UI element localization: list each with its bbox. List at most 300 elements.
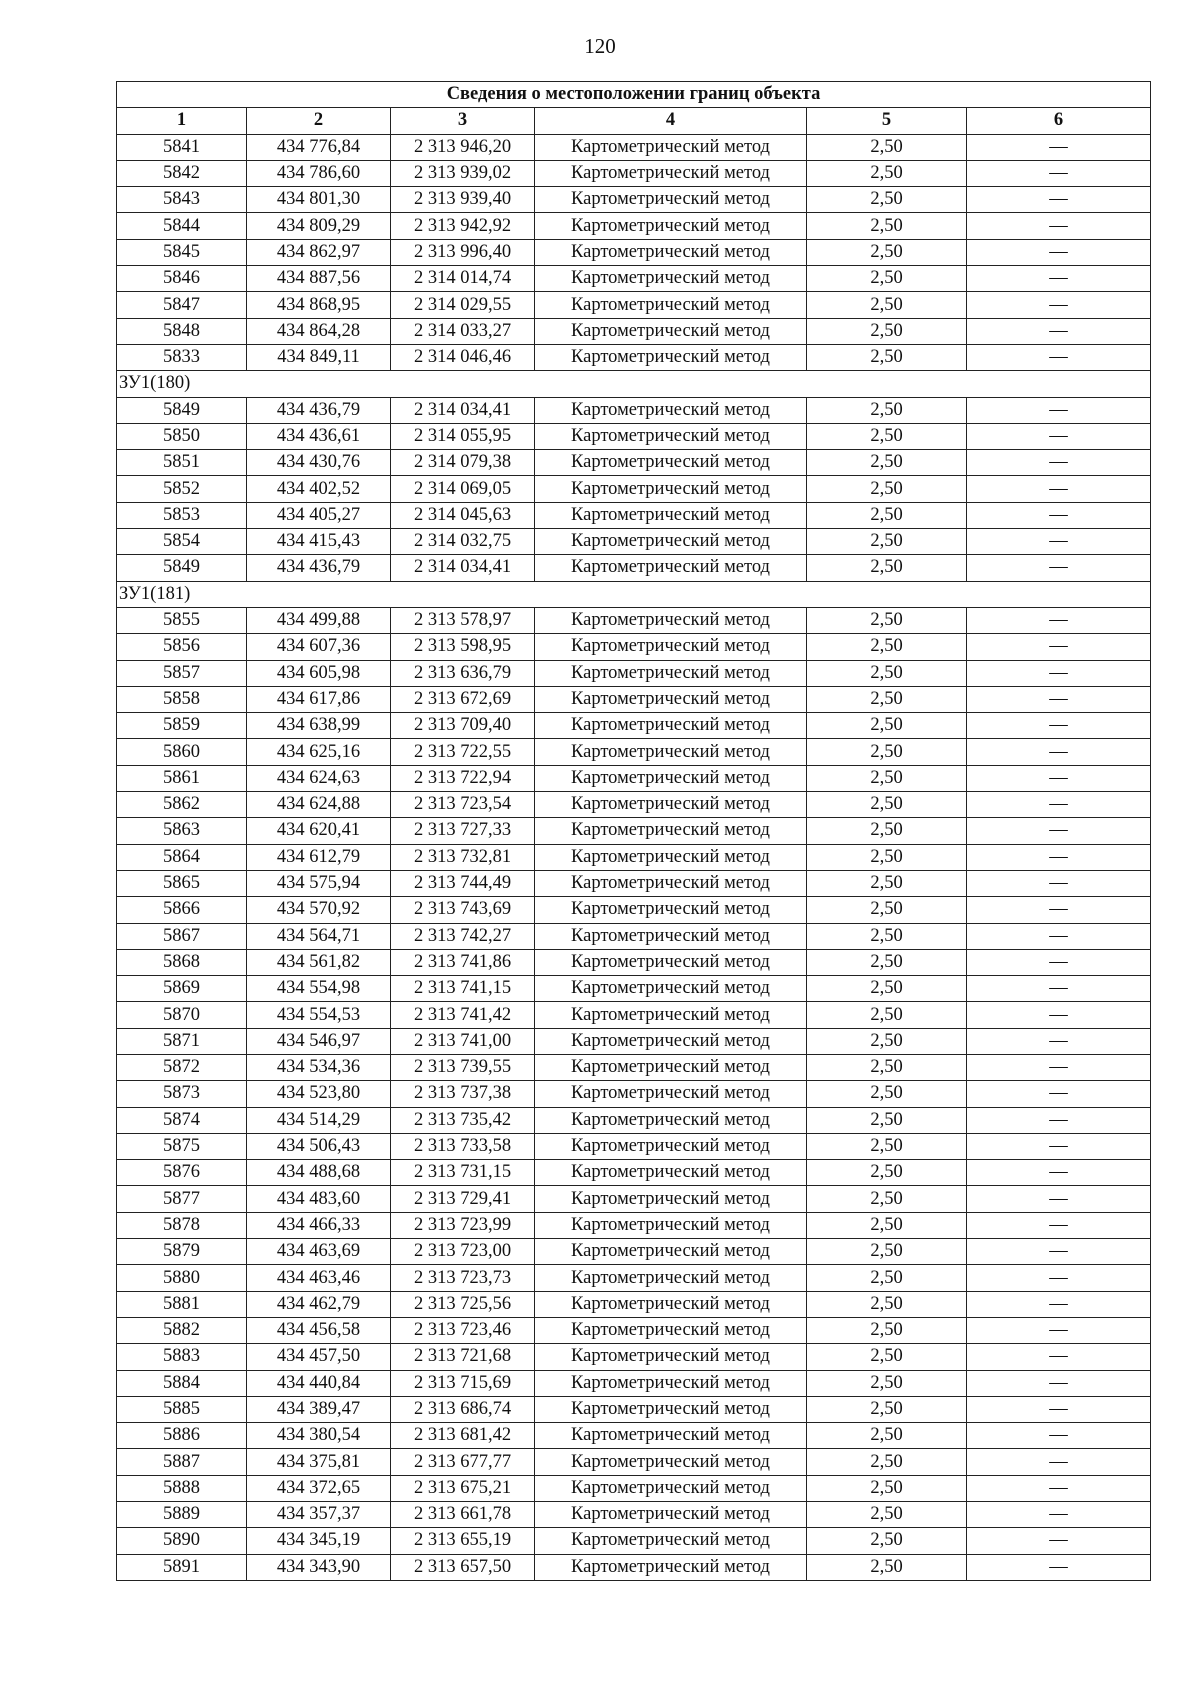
accuracy-cell: 2,50 <box>807 765 967 791</box>
accuracy-cell: 2,50 <box>807 923 967 949</box>
description-cell: — <box>967 634 1151 660</box>
point-number-cell: 5858 <box>117 686 247 712</box>
table-row <box>117 923 1151 949</box>
description-cell: — <box>967 1370 1151 1396</box>
point-number-cell: 5841 <box>117 134 247 160</box>
description-cell: — <box>967 502 1151 528</box>
description-cell: — <box>967 187 1151 213</box>
description-cell: — <box>967 976 1151 1002</box>
y-coordinate-cell: 2 314 014,74 <box>391 266 535 292</box>
method-cell: Картометрический метод <box>535 213 807 239</box>
point-number-cell: 5848 <box>117 318 247 344</box>
accuracy-cell: 2,50 <box>807 660 967 686</box>
table-row <box>117 1528 1151 1554</box>
method-cell: Картометрический метод <box>535 1423 807 1449</box>
x-coordinate-cell: 434 523,80 <box>247 1081 391 1107</box>
table-row <box>117 1370 1151 1396</box>
description-cell: — <box>967 555 1151 581</box>
point-number-cell: 5854 <box>117 529 247 555</box>
table-row <box>117 1396 1151 1422</box>
description-cell: — <box>967 1502 1151 1528</box>
group-row <box>117 371 1151 397</box>
accuracy-cell: 2,50 <box>807 949 967 975</box>
table-row <box>117 318 1151 344</box>
boundary-coordinates-table <box>116 81 1151 1581</box>
x-coordinate-cell: 434 546,97 <box>247 1028 391 1054</box>
y-coordinate-cell: 2 314 079,38 <box>391 450 535 476</box>
table-row <box>117 1344 1151 1370</box>
y-coordinate-cell: 2 313 723,54 <box>391 792 535 818</box>
point-number-cell: 5881 <box>117 1291 247 1317</box>
table-row <box>117 1133 1151 1159</box>
y-coordinate-cell: 2 313 578,97 <box>391 607 535 633</box>
method-cell: Картометрический метод <box>535 897 807 923</box>
table-row <box>117 1475 1151 1501</box>
group-label: ЗУ1(181) <box>117 581 1151 607</box>
x-coordinate-cell: 434 776,84 <box>247 134 391 160</box>
accuracy-cell: 2,50 <box>807 1160 967 1186</box>
accuracy-cell: 2,50 <box>807 1133 967 1159</box>
method-cell: Картометрический метод <box>535 1107 807 1133</box>
y-coordinate-cell: 2 313 722,55 <box>391 739 535 765</box>
table-row <box>117 686 1151 712</box>
x-coordinate-cell: 434 605,98 <box>247 660 391 686</box>
table-row <box>117 134 1151 160</box>
y-coordinate-cell: 2 314 055,95 <box>391 423 535 449</box>
point-number-cell: 5880 <box>117 1265 247 1291</box>
accuracy-cell: 2,50 <box>807 134 967 160</box>
point-number-cell: 5852 <box>117 476 247 502</box>
accuracy-cell: 2,50 <box>807 792 967 818</box>
point-number-cell: 5869 <box>117 976 247 1002</box>
method-cell: Картометрический метод <box>535 292 807 318</box>
method-cell: Картометрический метод <box>535 1002 807 1028</box>
point-number-cell: 5887 <box>117 1449 247 1475</box>
point-number-cell: 5889 <box>117 1502 247 1528</box>
table-row <box>117 1554 1151 1580</box>
accuracy-cell: 2,50 <box>807 318 967 344</box>
method-cell: Картометрический метод <box>535 923 807 949</box>
method-cell: Картометрический метод <box>535 607 807 633</box>
table-row <box>117 450 1151 476</box>
point-number-cell: 5842 <box>117 160 247 186</box>
x-coordinate-cell: 434 436,61 <box>247 423 391 449</box>
table-row <box>117 1002 1151 1028</box>
point-number-cell: 5855 <box>117 607 247 633</box>
x-coordinate-cell: 434 463,46 <box>247 1265 391 1291</box>
accuracy-cell: 2,50 <box>807 1396 967 1422</box>
y-coordinate-cell: 2 313 723,99 <box>391 1212 535 1238</box>
description-cell: — <box>967 949 1151 975</box>
y-coordinate-cell: 2 314 046,46 <box>391 344 535 370</box>
y-coordinate-cell: 2 313 946,20 <box>391 134 535 160</box>
point-number-cell: 5884 <box>117 1370 247 1396</box>
description-cell: — <box>967 1291 1151 1317</box>
method-cell: Картометрический метод <box>535 1317 807 1343</box>
column-header: 5 <box>807 108 967 134</box>
table-row <box>117 423 1151 449</box>
x-coordinate-cell: 434 436,79 <box>247 397 391 423</box>
point-number-cell: 5862 <box>117 792 247 818</box>
method-cell: Картометрический метод <box>535 818 807 844</box>
point-number-cell: 5888 <box>117 1475 247 1501</box>
accuracy-cell: 2,50 <box>807 1475 967 1501</box>
accuracy-cell: 2,50 <box>807 213 967 239</box>
y-coordinate-cell: 2 313 672,69 <box>391 686 535 712</box>
method-cell: Картометрический метод <box>535 949 807 975</box>
table-row <box>117 160 1151 186</box>
description-cell: — <box>967 1423 1151 1449</box>
method-cell: Картометрический метод <box>535 1291 807 1317</box>
y-coordinate-cell: 2 314 069,05 <box>391 476 535 502</box>
table-body <box>117 134 1151 1580</box>
accuracy-cell: 2,50 <box>807 1528 967 1554</box>
accuracy-cell: 2,50 <box>807 450 967 476</box>
description-cell: — <box>967 160 1151 186</box>
description-cell: — <box>967 423 1151 449</box>
x-coordinate-cell: 434 624,88 <box>247 792 391 818</box>
x-coordinate-cell: 434 345,19 <box>247 1528 391 1554</box>
method-cell: Картометрический метод <box>535 1528 807 1554</box>
y-coordinate-cell: 2 313 636,79 <box>391 660 535 686</box>
x-coordinate-cell: 434 514,29 <box>247 1107 391 1133</box>
table-row <box>117 1054 1151 1080</box>
method-cell: Картометрический метод <box>535 1502 807 1528</box>
y-coordinate-cell: 2 313 657,50 <box>391 1554 535 1580</box>
y-coordinate-cell: 2 313 996,40 <box>391 239 535 265</box>
accuracy-cell: 2,50 <box>807 292 967 318</box>
description-cell: — <box>967 1239 1151 1265</box>
y-coordinate-cell: 2 313 725,56 <box>391 1291 535 1317</box>
point-number-cell: 5856 <box>117 634 247 660</box>
x-coordinate-cell: 434 801,30 <box>247 187 391 213</box>
description-cell: — <box>967 213 1151 239</box>
accuracy-cell: 2,50 <box>807 1107 967 1133</box>
accuracy-cell: 2,50 <box>807 476 967 502</box>
method-cell: Картометрический метод <box>535 765 807 791</box>
method-cell: Картометрический метод <box>535 187 807 213</box>
x-coordinate-cell: 434 380,54 <box>247 1423 391 1449</box>
point-number-cell: 5849 <box>117 555 247 581</box>
x-coordinate-cell: 434 809,29 <box>247 213 391 239</box>
accuracy-cell: 2,50 <box>807 1291 967 1317</box>
description-cell: — <box>967 134 1151 160</box>
column-header: 4 <box>535 108 807 134</box>
point-number-cell: 5883 <box>117 1344 247 1370</box>
y-coordinate-cell: 2 313 942,92 <box>391 213 535 239</box>
method-cell: Картометрический метод <box>535 1028 807 1054</box>
y-coordinate-cell: 2 314 045,63 <box>391 502 535 528</box>
description-cell: — <box>967 739 1151 765</box>
y-coordinate-cell: 2 313 723,46 <box>391 1317 535 1343</box>
accuracy-cell: 2,50 <box>807 1081 967 1107</box>
table-row <box>117 1028 1151 1054</box>
y-coordinate-cell: 2 313 742,27 <box>391 923 535 949</box>
x-coordinate-cell: 434 415,43 <box>247 529 391 555</box>
table-row <box>117 1502 1151 1528</box>
method-cell: Картометрический метод <box>535 502 807 528</box>
accuracy-cell: 2,50 <box>807 1317 967 1343</box>
accuracy-cell: 2,50 <box>807 1554 967 1580</box>
point-number-cell: 5860 <box>117 739 247 765</box>
x-coordinate-cell: 434 554,53 <box>247 1002 391 1028</box>
y-coordinate-cell: 2 313 721,68 <box>391 1344 535 1370</box>
accuracy-cell: 2,50 <box>807 897 967 923</box>
accuracy-cell: 2,50 <box>807 1239 967 1265</box>
x-coordinate-cell: 434 375,81 <box>247 1449 391 1475</box>
table-row <box>117 660 1151 686</box>
x-coordinate-cell: 434 554,98 <box>247 976 391 1002</box>
x-coordinate-cell: 434 466,33 <box>247 1212 391 1238</box>
y-coordinate-cell: 2 313 681,42 <box>391 1423 535 1449</box>
x-coordinate-cell: 434 483,60 <box>247 1186 391 1212</box>
table-row <box>117 1186 1151 1212</box>
point-number-cell: 5833 <box>117 344 247 370</box>
description-cell: — <box>967 1449 1151 1475</box>
method-cell: Картометрический метод <box>535 1054 807 1080</box>
method-cell: Картометрический метод <box>535 1475 807 1501</box>
accuracy-cell: 2,50 <box>807 818 967 844</box>
table-row <box>117 1449 1151 1475</box>
description-cell: — <box>967 239 1151 265</box>
column-header: 1 <box>117 108 247 134</box>
x-coordinate-cell: 434 624,63 <box>247 765 391 791</box>
x-coordinate-cell: 434 561,82 <box>247 949 391 975</box>
accuracy-cell: 2,50 <box>807 344 967 370</box>
method-cell: Картометрический метод <box>535 1160 807 1186</box>
accuracy-cell: 2,50 <box>807 1028 967 1054</box>
point-number-cell: 5845 <box>117 239 247 265</box>
point-number-cell: 5867 <box>117 923 247 949</box>
table-row <box>117 1081 1151 1107</box>
point-number-cell: 5861 <box>117 765 247 791</box>
x-coordinate-cell: 434 357,37 <box>247 1502 391 1528</box>
point-number-cell: 5876 <box>117 1160 247 1186</box>
table-row <box>117 1423 1151 1449</box>
method-cell: Картометрический метод <box>535 739 807 765</box>
accuracy-cell: 2,50 <box>807 870 967 896</box>
point-number-cell: 5886 <box>117 1423 247 1449</box>
description-cell: — <box>967 318 1151 344</box>
x-coordinate-cell: 434 457,50 <box>247 1344 391 1370</box>
method-cell: Картометрический метод <box>535 476 807 502</box>
table-row <box>117 1317 1151 1343</box>
y-coordinate-cell: 2 313 744,49 <box>391 870 535 896</box>
column-header: 2 <box>247 108 391 134</box>
x-coordinate-cell: 434 463,69 <box>247 1239 391 1265</box>
table-row <box>117 607 1151 633</box>
description-cell: — <box>967 1554 1151 1580</box>
description-cell: — <box>967 529 1151 555</box>
y-coordinate-cell: 2 313 741,42 <box>391 1002 535 1028</box>
accuracy-cell: 2,50 <box>807 1370 967 1396</box>
point-number-cell: 5853 <box>117 502 247 528</box>
accuracy-cell: 2,50 <box>807 239 967 265</box>
method-cell: Картометрический метод <box>535 529 807 555</box>
y-coordinate-cell: 2 313 741,00 <box>391 1028 535 1054</box>
accuracy-cell: 2,50 <box>807 555 967 581</box>
x-coordinate-cell: 434 402,52 <box>247 476 391 502</box>
method-cell: Картометрический метод <box>535 634 807 660</box>
accuracy-cell: 2,50 <box>807 160 967 186</box>
x-coordinate-cell: 434 488,68 <box>247 1160 391 1186</box>
y-coordinate-cell: 2 313 598,95 <box>391 634 535 660</box>
point-number-cell: 5890 <box>117 1528 247 1554</box>
column-header: 6 <box>967 108 1151 134</box>
x-coordinate-cell: 434 534,36 <box>247 1054 391 1080</box>
description-cell: — <box>967 266 1151 292</box>
accuracy-cell: 2,50 <box>807 1054 967 1080</box>
description-cell: — <box>967 450 1151 476</box>
point-number-cell: 5878 <box>117 1212 247 1238</box>
description-cell: — <box>967 1265 1151 1291</box>
x-coordinate-cell: 434 405,27 <box>247 502 391 528</box>
method-cell: Картометрический метод <box>535 423 807 449</box>
x-coordinate-cell: 434 440,84 <box>247 1370 391 1396</box>
point-number-cell: 5866 <box>117 897 247 923</box>
x-coordinate-cell: 434 456,58 <box>247 1317 391 1343</box>
point-number-cell: 5882 <box>117 1317 247 1343</box>
x-coordinate-cell: 434 430,76 <box>247 450 391 476</box>
x-coordinate-cell: 434 575,94 <box>247 870 391 896</box>
y-coordinate-cell: 2 313 939,02 <box>391 160 535 186</box>
accuracy-cell: 2,50 <box>807 1002 967 1028</box>
description-cell: — <box>967 397 1151 423</box>
table-row <box>117 634 1151 660</box>
accuracy-cell: 2,50 <box>807 502 967 528</box>
x-coordinate-cell: 434 625,16 <box>247 739 391 765</box>
y-coordinate-cell: 2 313 733,58 <box>391 1133 535 1159</box>
table-row <box>117 1107 1151 1133</box>
x-coordinate-cell: 434 607,36 <box>247 634 391 660</box>
accuracy-cell: 2,50 <box>807 266 967 292</box>
method-cell: Картометрический метод <box>535 1212 807 1238</box>
table-row <box>117 292 1151 318</box>
table-row <box>117 1160 1151 1186</box>
point-number-cell: 5844 <box>117 213 247 239</box>
description-cell: — <box>967 1002 1151 1028</box>
table-row <box>117 502 1151 528</box>
method-cell: Картометрический метод <box>535 686 807 712</box>
description-cell: — <box>967 923 1151 949</box>
method-cell: Картометрический метод <box>535 870 807 896</box>
point-number-cell: 5857 <box>117 660 247 686</box>
x-coordinate-cell: 434 638,99 <box>247 713 391 739</box>
x-coordinate-cell: 434 564,71 <box>247 923 391 949</box>
accuracy-cell: 2,50 <box>807 187 967 213</box>
point-number-cell: 5885 <box>117 1396 247 1422</box>
column-number-row <box>117 108 1151 134</box>
method-cell: Картометрический метод <box>535 318 807 344</box>
table-row <box>117 213 1151 239</box>
description-cell: — <box>967 897 1151 923</box>
table-row <box>117 239 1151 265</box>
description-cell: — <box>967 1028 1151 1054</box>
y-coordinate-cell: 2 313 741,15 <box>391 976 535 1002</box>
method-cell: Картометрический метод <box>535 1344 807 1370</box>
description-cell: — <box>967 1317 1151 1343</box>
accuracy-cell: 2,50 <box>807 739 967 765</box>
table-caption-row <box>117 82 1151 108</box>
table-row <box>117 792 1151 818</box>
group-row <box>117 581 1151 607</box>
table-row <box>117 976 1151 1002</box>
x-coordinate-cell: 434 506,43 <box>247 1133 391 1159</box>
y-coordinate-cell: 2 313 939,40 <box>391 187 535 213</box>
method-cell: Картометрический метод <box>535 1133 807 1159</box>
point-number-cell: 5873 <box>117 1081 247 1107</box>
y-coordinate-cell: 2 313 732,81 <box>391 844 535 870</box>
description-cell: — <box>967 476 1151 502</box>
y-coordinate-cell: 2 313 723,73 <box>391 1265 535 1291</box>
point-number-cell: 5877 <box>117 1186 247 1212</box>
column-header: 3 <box>391 108 535 134</box>
accuracy-cell: 2,50 <box>807 607 967 633</box>
y-coordinate-cell: 2 314 034,41 <box>391 555 535 581</box>
method-cell: Картометрический метод <box>535 1396 807 1422</box>
method-cell: Картометрический метод <box>535 976 807 1002</box>
method-cell: Картометрический метод <box>535 397 807 423</box>
y-coordinate-cell: 2 314 034,41 <box>391 397 535 423</box>
table-row <box>117 344 1151 370</box>
accuracy-cell: 2,50 <box>807 529 967 555</box>
y-coordinate-cell: 2 313 735,42 <box>391 1107 535 1133</box>
x-coordinate-cell: 434 786,60 <box>247 160 391 186</box>
table-row <box>117 739 1151 765</box>
description-cell: — <box>967 1212 1151 1238</box>
point-number-cell: 5850 <box>117 423 247 449</box>
method-cell: Картометрический метод <box>535 1449 807 1475</box>
description-cell: — <box>967 1475 1151 1501</box>
point-number-cell: 5891 <box>117 1554 247 1580</box>
description-cell: — <box>967 792 1151 818</box>
description-cell: — <box>967 607 1151 633</box>
y-coordinate-cell: 2 313 675,21 <box>391 1475 535 1501</box>
description-cell: — <box>967 1528 1151 1554</box>
y-coordinate-cell: 2 314 033,27 <box>391 318 535 344</box>
x-coordinate-cell: 434 887,56 <box>247 266 391 292</box>
accuracy-cell: 2,50 <box>807 1344 967 1370</box>
method-cell: Картометрический метод <box>535 555 807 581</box>
x-coordinate-cell: 434 499,88 <box>247 607 391 633</box>
method-cell: Картометрический метод <box>535 713 807 739</box>
point-number-cell: 5871 <box>117 1028 247 1054</box>
method-cell: Картометрический метод <box>535 660 807 686</box>
y-coordinate-cell: 2 313 709,40 <box>391 713 535 739</box>
method-cell: Картометрический метод <box>535 134 807 160</box>
method-cell: Картометрический метод <box>535 1081 807 1107</box>
table-row <box>117 187 1151 213</box>
accuracy-cell: 2,50 <box>807 686 967 712</box>
point-number-cell: 5875 <box>117 1133 247 1159</box>
point-number-cell: 5851 <box>117 450 247 476</box>
point-number-cell: 5863 <box>117 818 247 844</box>
method-cell: Картометрический метод <box>535 844 807 870</box>
table-row <box>117 266 1151 292</box>
table-row <box>117 713 1151 739</box>
group-label: ЗУ1(180) <box>117 371 1151 397</box>
table-row <box>117 529 1151 555</box>
description-cell: — <box>967 844 1151 870</box>
method-cell: Картометрический метод <box>535 792 807 818</box>
x-coordinate-cell: 434 462,79 <box>247 1291 391 1317</box>
y-coordinate-cell: 2 313 739,55 <box>391 1054 535 1080</box>
description-cell: — <box>967 1396 1151 1422</box>
table-row <box>117 949 1151 975</box>
y-coordinate-cell: 2 313 731,15 <box>391 1160 535 1186</box>
y-coordinate-cell: 2 313 677,77 <box>391 1449 535 1475</box>
accuracy-cell: 2,50 <box>807 1186 967 1212</box>
